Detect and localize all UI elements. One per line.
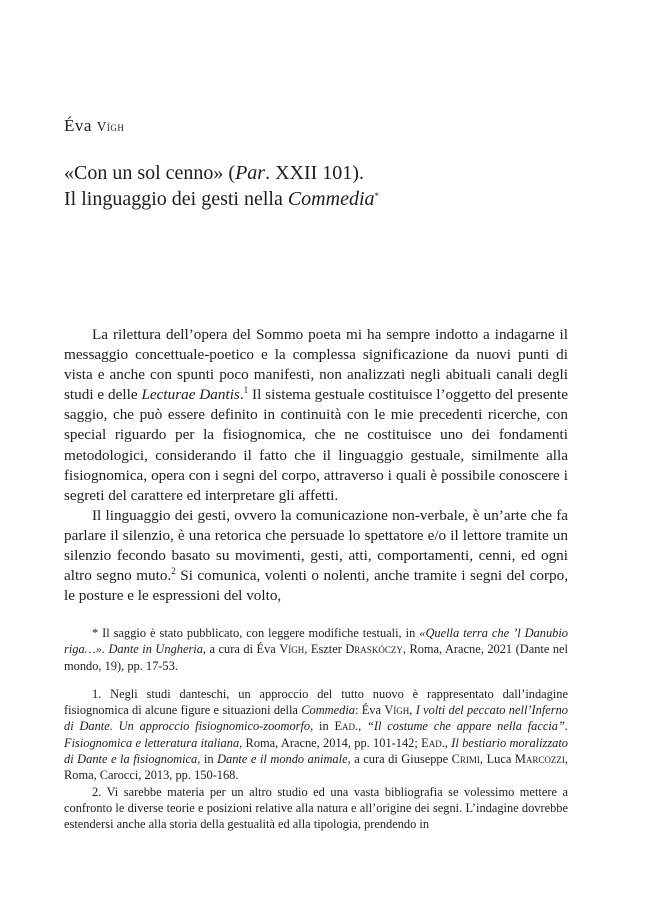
author-name	[64, 116, 124, 136]
text-run: , Roma, Carocci, 2013, pp. 150-168.	[64, 752, 568, 783]
text-run: Il linguaggio dei gesti, ovvero la comunicazione non-verbale, è un’arte che fa parlare il silenzio, è una retorica che persuade lo spettatore e/o il lettore tramite un silenzio fecondo basato su movimenti, gesti, atti, comportamenti, cenni, ed ogni altro segno muto.	[64, 506, 568, 585]
smallcaps-run: Ead	[334, 719, 356, 734]
text-run: , a cura di Giuseppe	[347, 752, 452, 767]
italic-run: Dante e il mondo animale	[217, 752, 348, 767]
italic-run: Commedia	[301, 703, 355, 718]
smallcaps-run: Marcozzi	[514, 752, 565, 767]
text-run: : Éva	[354, 703, 385, 718]
smallcaps-run: Vígh	[279, 642, 305, 657]
title-text: . XXII 101).	[265, 162, 364, 184]
title-text: Il linguaggio dei gesti nella	[64, 188, 288, 210]
text-run: .	[239, 386, 244, 404]
footnote-1	[64, 686, 568, 784]
author-first: Éva	[64, 116, 92, 135]
italic-run: “Il costume che appare nella faccia”. Fisiognomica e letteratura italiana	[64, 719, 568, 750]
title-italic: Commedia	[287, 188, 375, 210]
body-text	[64, 325, 568, 606]
title-text: «Con un sol cenno» (	[64, 162, 236, 184]
footnotes	[64, 625, 568, 833]
text-run: .,	[441, 735, 452, 750]
text-run: , in	[197, 752, 218, 767]
smallcaps-run: Ead	[421, 735, 442, 750]
article-title	[64, 160, 379, 212]
text-run: Si comunica, volenti o nolenti, anche tramite i segni del corpo, le posture e le espressioni del volto,	[64, 567, 569, 605]
text-run: 2. Vi sarebbe materia per un altro studio ed una vasta bibliografia se volessimo mettere a confronto le diverse teorie e posizioni relative alla natura e all’origine dei segni. L’indagine dovrebbe estendersi anche alla storia della gestualità ed alla tipologia, prendendo in	[64, 784, 568, 832]
paragraph-1	[64, 325, 568, 506]
smallcaps-run: Crimi	[451, 752, 480, 767]
text-run: , Eszter	[304, 642, 346, 657]
italic-run: I volti del peccato nell’Inferno di Dante. Un approccio fisiognomico-zoomorfo	[64, 703, 568, 734]
text-run: La rilettura dell’opera del Sommo poeta mi ha sempre indotto a indagarne il messaggio concettuale-poetico e la complessa significazione da nuovi punti di vista e anche con spunti poco manifesti, non analizzati negli abituali canali degli studi e delle	[64, 326, 568, 404]
title-italic: Par	[235, 162, 266, 184]
text-run: 1. Negli studi danteschi, un approccio del tutto nuovo è rappresentato dall’indagine fisiognomica di alcune figure e situazioni della	[64, 686, 568, 718]
smallcaps-run: Vígh	[384, 703, 410, 718]
text-run: * Il saggio è stato pubblicato, con leggere modifiche testuali, in	[92, 626, 420, 640]
text-run: .,	[355, 719, 368, 734]
text-run: ,	[409, 703, 416, 718]
smallcaps-run: Draskóczy	[345, 642, 403, 657]
text-run: , a cura di Éva	[202, 642, 280, 657]
italic-run: Il bestiario moralizzato di Dante e la fisiognomica	[64, 735, 568, 767]
footnote-star	[64, 625, 568, 674]
text-run: , in	[310, 719, 335, 734]
italic-run: «Quella terra che ’l Danubio riga…». Dante in Ungheria	[64, 626, 568, 657]
footnote-ref-1[interactable]: 1	[243, 385, 249, 396]
author-last: Vígh	[96, 119, 125, 134]
footnote-ref-2[interactable]: 2	[171, 566, 176, 577]
title-line-2	[64, 186, 379, 212]
footnote-2	[64, 784, 568, 833]
title-line-1	[64, 160, 379, 186]
title-footnote-mark: *	[374, 191, 380, 201]
text-run: , Luca	[479, 752, 515, 767]
text-run: Il sistema gestuale costituisce l’oggetto del presente saggio, che può essere definito in continuità con le mie precedenti ricerche, con special riguardo per la fisiognomica, che ne costituisce uno dei fondamenti metodologici, considerando il fatto che il linguaggio gestuale, similmente alla fisiognomica, opera con i segni del corpo, attraverso i quali è possibile conoscere i segreti del carattere ed interpretare gli affetti.	[64, 386, 569, 504]
paragraph-2	[64, 506, 568, 606]
text-run: , Roma, Aracne, 2014, pp. 101-142;	[239, 735, 422, 750]
text-run: , Roma, Aracne, 2021 (Dante nel mondo, 19), pp. 17-53.	[64, 642, 568, 673]
italic-run: Lecturae Dantis	[141, 386, 240, 404]
